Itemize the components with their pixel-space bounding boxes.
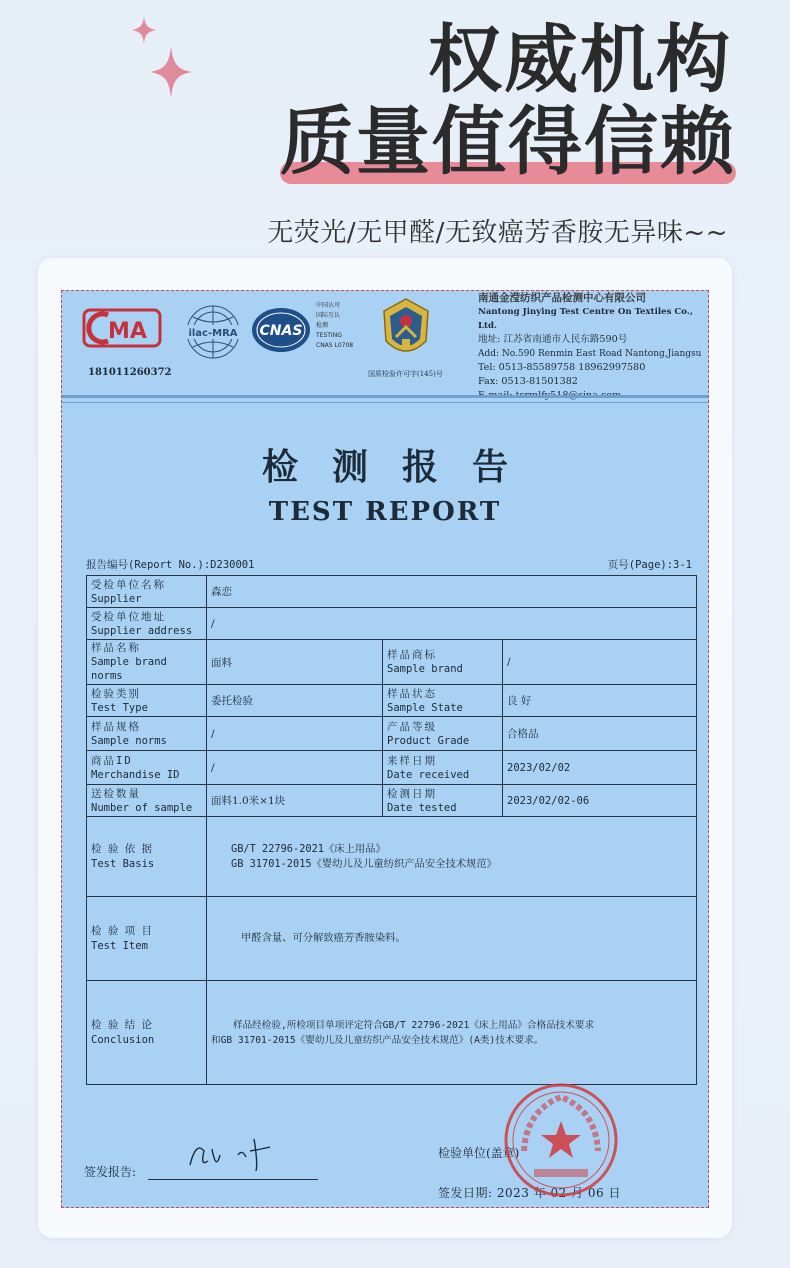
date-received-label: 来样日期 Date received — [383, 751, 503, 785]
sample-brand-label: 样品商标 Sample brand — [383, 640, 503, 685]
test-type-value: 委托检验 — [207, 685, 383, 717]
table-row — [87, 685, 697, 717]
headline-line2: 质量值得信赖 — [280, 99, 736, 185]
cma-logo-icon — [82, 307, 162, 349]
inspection-unit-label: 检验单位(盖章) — [438, 1146, 520, 1160]
conclusion-label: 检 验 结 论 Conclusion — [87, 981, 207, 1085]
sample-state-value: 良 好 — [503, 685, 697, 717]
date-tested-value: 2023/02/02-06 — [503, 785, 697, 817]
supplier-label: 受检单位名称 Supplier — [87, 576, 207, 608]
header-rule-thin — [62, 402, 708, 403]
sample-norms-value: / — [207, 717, 383, 751]
brand-norms-label: 样品名称 Sample brand norms — [87, 640, 207, 685]
issue-date: 签发日期: 2023 年 02 月 06 日 — [438, 1186, 622, 1200]
test-type-label: 检验类别 Test Type — [87, 685, 207, 717]
table-row — [87, 981, 697, 1085]
cnas-caption — [316, 301, 353, 351]
headline-line2-wrap — [280, 100, 736, 186]
header-rule — [62, 395, 708, 398]
issuer-label: 签发报告: — [84, 1165, 137, 1179]
table-row — [87, 785, 697, 817]
test-item-label: 检 验 项 目 Test Item — [87, 897, 207, 981]
official-red-stamp-icon — [502, 1081, 620, 1199]
cnas-caption-line: TESTING — [316, 332, 342, 339]
sparkle-large-icon — [150, 46, 192, 98]
table-row — [87, 897, 697, 981]
headline-line1: 权威机构 — [428, 17, 732, 103]
inspection-emblem-icon — [376, 297, 436, 363]
report-number: 报告编号(Report No.):D230001 — [86, 559, 255, 571]
cert-code: 181011260372 — [88, 367, 172, 378]
page-number: 页号(Page):3-1 — [607, 559, 692, 571]
handwritten-signature-icon — [182, 1121, 282, 1181]
supplier-address-label: 受检单位地址 Supplier address — [87, 608, 207, 640]
brand-norms-value: 面料 — [207, 640, 383, 685]
sample-brand-value: / — [503, 640, 697, 685]
ilac-mra-logo-icon — [180, 303, 246, 361]
date-tested-label: 检测日期 Date tested — [383, 785, 503, 817]
product-grade-label: 产品等级 Product Grade — [383, 717, 503, 751]
testing-centre-info — [478, 291, 708, 403]
sparkle-small-icon — [132, 16, 156, 44]
table-row — [87, 751, 697, 785]
report-title-cn: 检测报告 — [261, 446, 542, 488]
centre-name-cn: 南通金滢纺织产品检测中心有限公司 — [478, 292, 646, 304]
cnas-caption-line: CNAS L0708 — [316, 342, 354, 349]
table-row — [87, 608, 697, 640]
centre-address-cn: 地址: 江苏省南通市人民东路590号 — [478, 334, 628, 345]
sample-norms-label: 样品规格 Sample norms — [87, 717, 207, 751]
cnas-caption-line: 中国认可 — [316, 302, 341, 309]
centre-name-en: Nantong Jinying Test Centre On Textiles Co., Ltd. — [478, 307, 693, 331]
cnas-caption-line: 检测 — [316, 322, 329, 329]
conclusion-value: 样品经检验,所检项目单项评定符合GB/T 22796-2021《床上用品》合格品技术要求 和GB 31701-2015《婴幼儿及儿童纺织产品安全技术规范》(A类)技术要求。 — [207, 981, 697, 1085]
report-table — [86, 575, 697, 1085]
test-report-document — [61, 290, 709, 1208]
test-item-value: 甲醛含量、可分解致癌芳香胺染料。 — [207, 897, 697, 981]
product-grade-value: 合格品 — [503, 717, 697, 751]
table-row — [87, 817, 697, 897]
test-basis-label: 检 验 依 据 Test Basis — [87, 817, 207, 897]
date-received-value: 2023/02/02 — [503, 751, 697, 785]
table-row — [87, 576, 697, 608]
report-title-en: TEST REPORT — [268, 497, 502, 527]
test-basis-value: GB/T 22796-2021《床上用品》 GB 31701-2015《婴幼儿及儿童纺织产品安全技术规范》 — [207, 817, 697, 897]
merchandise-id-label: 商品ID Merchandise ID — [87, 751, 207, 785]
centre-address-en: Add: No.590 Renmin East Road Nantong,Jiangsu — [478, 349, 702, 359]
merchandise-id-value: / — [207, 751, 383, 785]
sample-state-label: 样品状态 Sample State — [383, 685, 503, 717]
centre-tel: Tel: 0513-85589758 18962997580 — [478, 362, 646, 373]
cnas-logo-icon — [250, 305, 312, 355]
number-of-sample-value: 面料1.0米×1块 — [207, 785, 383, 817]
emblem-caption: 国质检验许可字(145)号 — [368, 370, 443, 378]
cnas-logo-text: CNAS — [259, 323, 303, 339]
centre-fax: Fax: 0513-81501382 — [478, 376, 578, 387]
supplier-value: 森恋 — [207, 576, 697, 608]
cnas-caption-line: 国际互认 — [316, 312, 341, 319]
table-row — [87, 640, 697, 685]
cma-logo-text: MA — [108, 319, 147, 344]
table-row — [87, 717, 697, 751]
ilac-logo-text: ilac-MRA — [188, 328, 238, 339]
number-of-sample-label: 送检数量 Number of sample — [87, 785, 207, 817]
subtitle: 无荧光/无甲醛/无致癌芳香胺无异味~~ — [267, 218, 728, 248]
supplier-address-value: / — [207, 608, 697, 640]
